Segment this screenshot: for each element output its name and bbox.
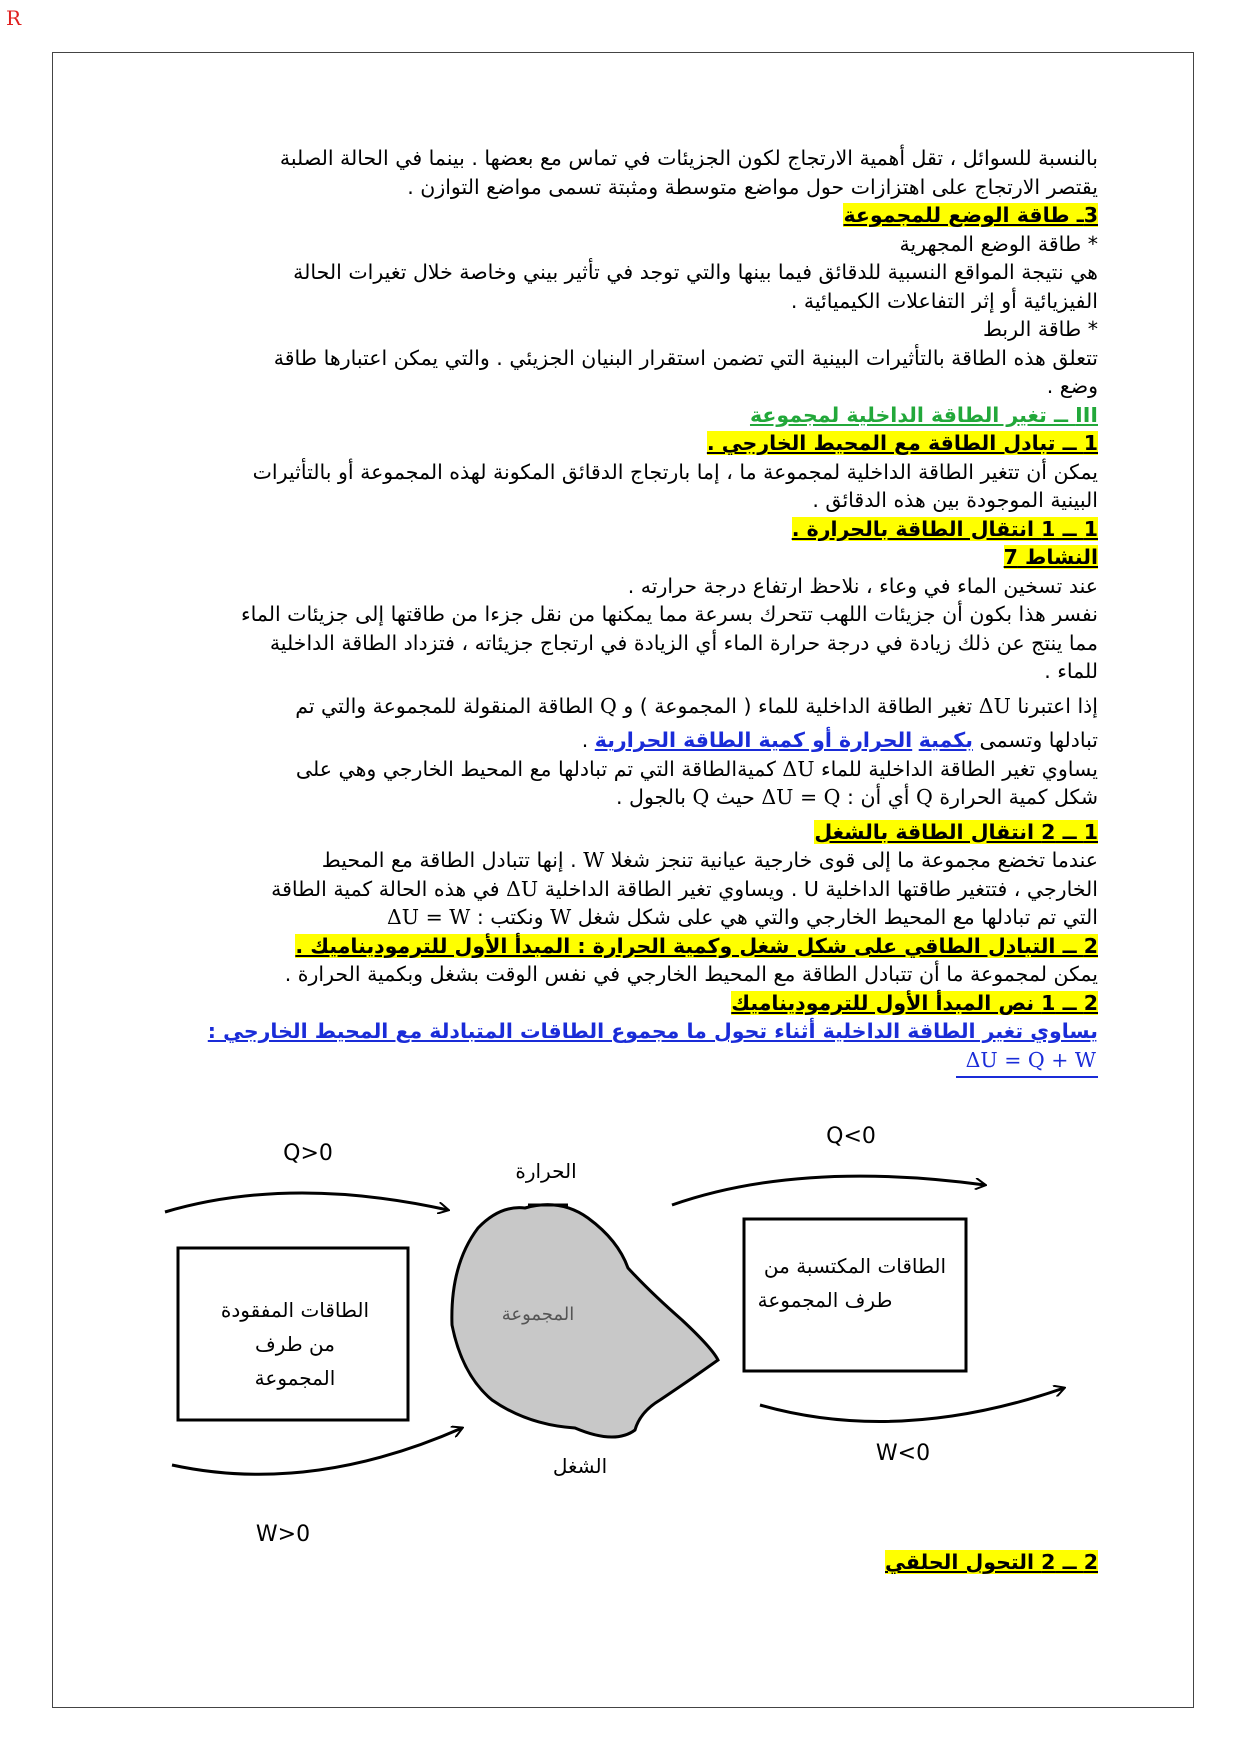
text: عندما تخضع مجموعة ما إلى قوى خارجية عيانية تنجز شغلا xyxy=(610,848,1098,872)
text: في هذه الحالة كمية الطاقة xyxy=(271,876,500,901)
paragraph: للماء . xyxy=(1044,659,1098,683)
symbol-q: Q xyxy=(915,785,933,809)
system-blob xyxy=(452,1205,718,1437)
paragraph: وضع . xyxy=(1046,374,1098,398)
paragraph: عند تسخين الماء في وعاء ، نلاحظ ارتفاع درجة حرارته . xyxy=(627,573,1098,598)
lost-label-line: المجموعة xyxy=(254,1366,336,1390)
label-work: الشغل xyxy=(552,1454,608,1478)
paragraph: * طاقة الوضع المجهرية xyxy=(899,231,1098,256)
text: أي أن : xyxy=(847,785,910,809)
label-q-positive: Q>0 xyxy=(283,1141,333,1166)
paragraph: يمكن أن تتغير الطاقة الداخلية لمجموعة ما ، إما بارتجاج الدقائق المكونة لهذه المجموعة أو بالتأثيرات xyxy=(252,459,1098,484)
section-heading: 2 ــ 1 نص المبدأ الأول للترموديناميك xyxy=(731,990,1098,1015)
label-heat: الحرارة xyxy=(515,1159,577,1183)
text: بالجول . xyxy=(616,785,686,809)
text: إذا اعتبرنا xyxy=(1017,693,1098,718)
section-heading: 2 ــ 2 التحول الحلقي xyxy=(885,1550,1098,1574)
symbol-q: Q xyxy=(600,693,617,718)
gained-label-line: الطاقات المكتسبة من xyxy=(763,1254,947,1278)
symbol-delta-u: ΔU xyxy=(506,876,539,901)
text: كميةالطاقة التي تم تبادلها مع المحيط الخارجي وهي على xyxy=(295,756,776,781)
equation: ΔU = W xyxy=(386,905,471,929)
first-law-equation: ΔU = Q + W xyxy=(956,1048,1098,1078)
corner-mark: R xyxy=(6,6,22,30)
paragraph: مما ينتج عن ذلك زيادة في درجة حرارة الماء أي الزيادة في ارتجاج جزيئاته ، فتزداد الطاقة الداخلية xyxy=(269,630,1098,655)
paragraph: * طاقة الربط xyxy=(982,317,1098,341)
text: يساوي تغير الطاقة الداخلية للماء xyxy=(821,756,1098,781)
paragraph: هي نتيجة المواقع النسبية للدقائق فيما بينها والتي توجد في تأثير بيني وخاصة خلال تغيرات الحالة xyxy=(293,260,1098,284)
paragraph: نفسر هذا بكون أن جزيئات اللهب تتحرك بسرعة مما يمكنها من نقل جزءا من طاقتها إلى جزيئات الماء xyxy=(240,602,1098,626)
keyword-link: بكمية xyxy=(918,728,973,752)
text: تبادلها وتسمى xyxy=(979,728,1098,752)
section-heading: 1 ــ 1 انتقال الطاقة بالحرارة . xyxy=(791,516,1098,541)
text: حيث xyxy=(715,785,755,809)
gained-label-line: طرف المجموعة xyxy=(757,1288,893,1312)
law-statement: يساوي تغير الطاقة الداخلية أثناء تحول ما مجموع الطاقات المتبادلة مع المحيط الخارجي : xyxy=(207,1019,1098,1043)
text: الطاقة المنقولة للمجموعة والتي تم xyxy=(295,693,594,718)
paragraph: البينية الموجودة بين هذه الدقائق . xyxy=(812,488,1098,512)
section-heading: 3ـ طاقة الوضع للمجموعة xyxy=(843,203,1098,227)
symbol-delta-u: ΔU xyxy=(978,693,1011,718)
label-w-negative: W<0 xyxy=(875,1441,931,1466)
text: . xyxy=(581,728,589,752)
label-w-positive: W>0 xyxy=(255,1522,311,1547)
arrow-q-negative xyxy=(672,1176,985,1205)
lost-label-line: من طرف xyxy=(255,1332,335,1356)
symbol-delta-u: ΔU xyxy=(782,756,815,781)
text: تغير الطاقة الداخلية للماء ( المجموعة ) و xyxy=(623,693,973,718)
lost-label-line: الطاقات المفقودة xyxy=(220,1298,370,1322)
arrow-q-positive xyxy=(165,1193,448,1212)
paragraph: الفيزيائية أو إثر التفاعلات الكيميائية . xyxy=(790,288,1098,313)
paragraph: بالنسبة للسوائل ، تقل أهمية الارتجاج لكون الجزيئات في تماس مع بعضها . بينما في الحالة الصلبة xyxy=(279,146,1098,170)
arrow-w-negative xyxy=(760,1388,1064,1421)
equation: ΔU = Q xyxy=(761,785,841,809)
text: . إنها تتبادل الطاقة مع المحيط xyxy=(321,848,577,872)
keyword-link: الحرارة أو كمية الطاقة الحرارية xyxy=(594,728,913,752)
text: الخارجي ، فتتغير طاقتها الداخلية U . ويساوي تغير الطاقة الداخلية xyxy=(544,876,1098,901)
section-heading: 1 ــ تبادل الطاقة مع المحيط الخارجي . xyxy=(706,431,1098,455)
footer-heading-wrap xyxy=(885,1550,1098,1574)
text: ونكتب : xyxy=(476,905,544,929)
symbol-w: W xyxy=(550,905,572,929)
section-heading: 2 ــ التبادل الطاقي على شكل شغل وكمية الحرارة : المبدأ الأول للترموديناميك . xyxy=(295,933,1098,958)
section-heading: 1 ــ 2 انتقال الطاقة بالشغل xyxy=(814,819,1098,844)
paragraph: يمكن لمجموعة ما أن تتبادل الطاقة مع المحيط الخارجي في نفس الوقت بشغل وبكمية الحرارة . xyxy=(284,962,1098,986)
paragraph: يقتصر الارتجاج على اهتزازات حول مواضع متوسطة ومثبتة تسمى مواضع التوازن . xyxy=(407,174,1098,199)
label-q-negative: Q<0 xyxy=(826,1124,876,1149)
paragraph: تتعلق هذه الطاقة بالتأثيرات البينية التي تضمن استقرار البنيان الجزيئي . والتي يمكن اعتبارها طاقة xyxy=(273,345,1098,370)
activity-heading: النشاط 7 xyxy=(1003,545,1098,569)
arrow-w-positive xyxy=(172,1428,462,1474)
text: التي تم تبادلها مع المحيط الخارجي والتي هي على شكل شغل xyxy=(577,905,1098,929)
symbol-w: W xyxy=(583,848,605,872)
symbol-q: Q xyxy=(692,785,710,809)
label-system: المجموعة xyxy=(501,1304,575,1325)
chapter-heading: III ــ تغير الطاقة الداخلية لمجموعة xyxy=(749,402,1098,427)
text: شكل كمية الحرارة xyxy=(939,785,1098,809)
